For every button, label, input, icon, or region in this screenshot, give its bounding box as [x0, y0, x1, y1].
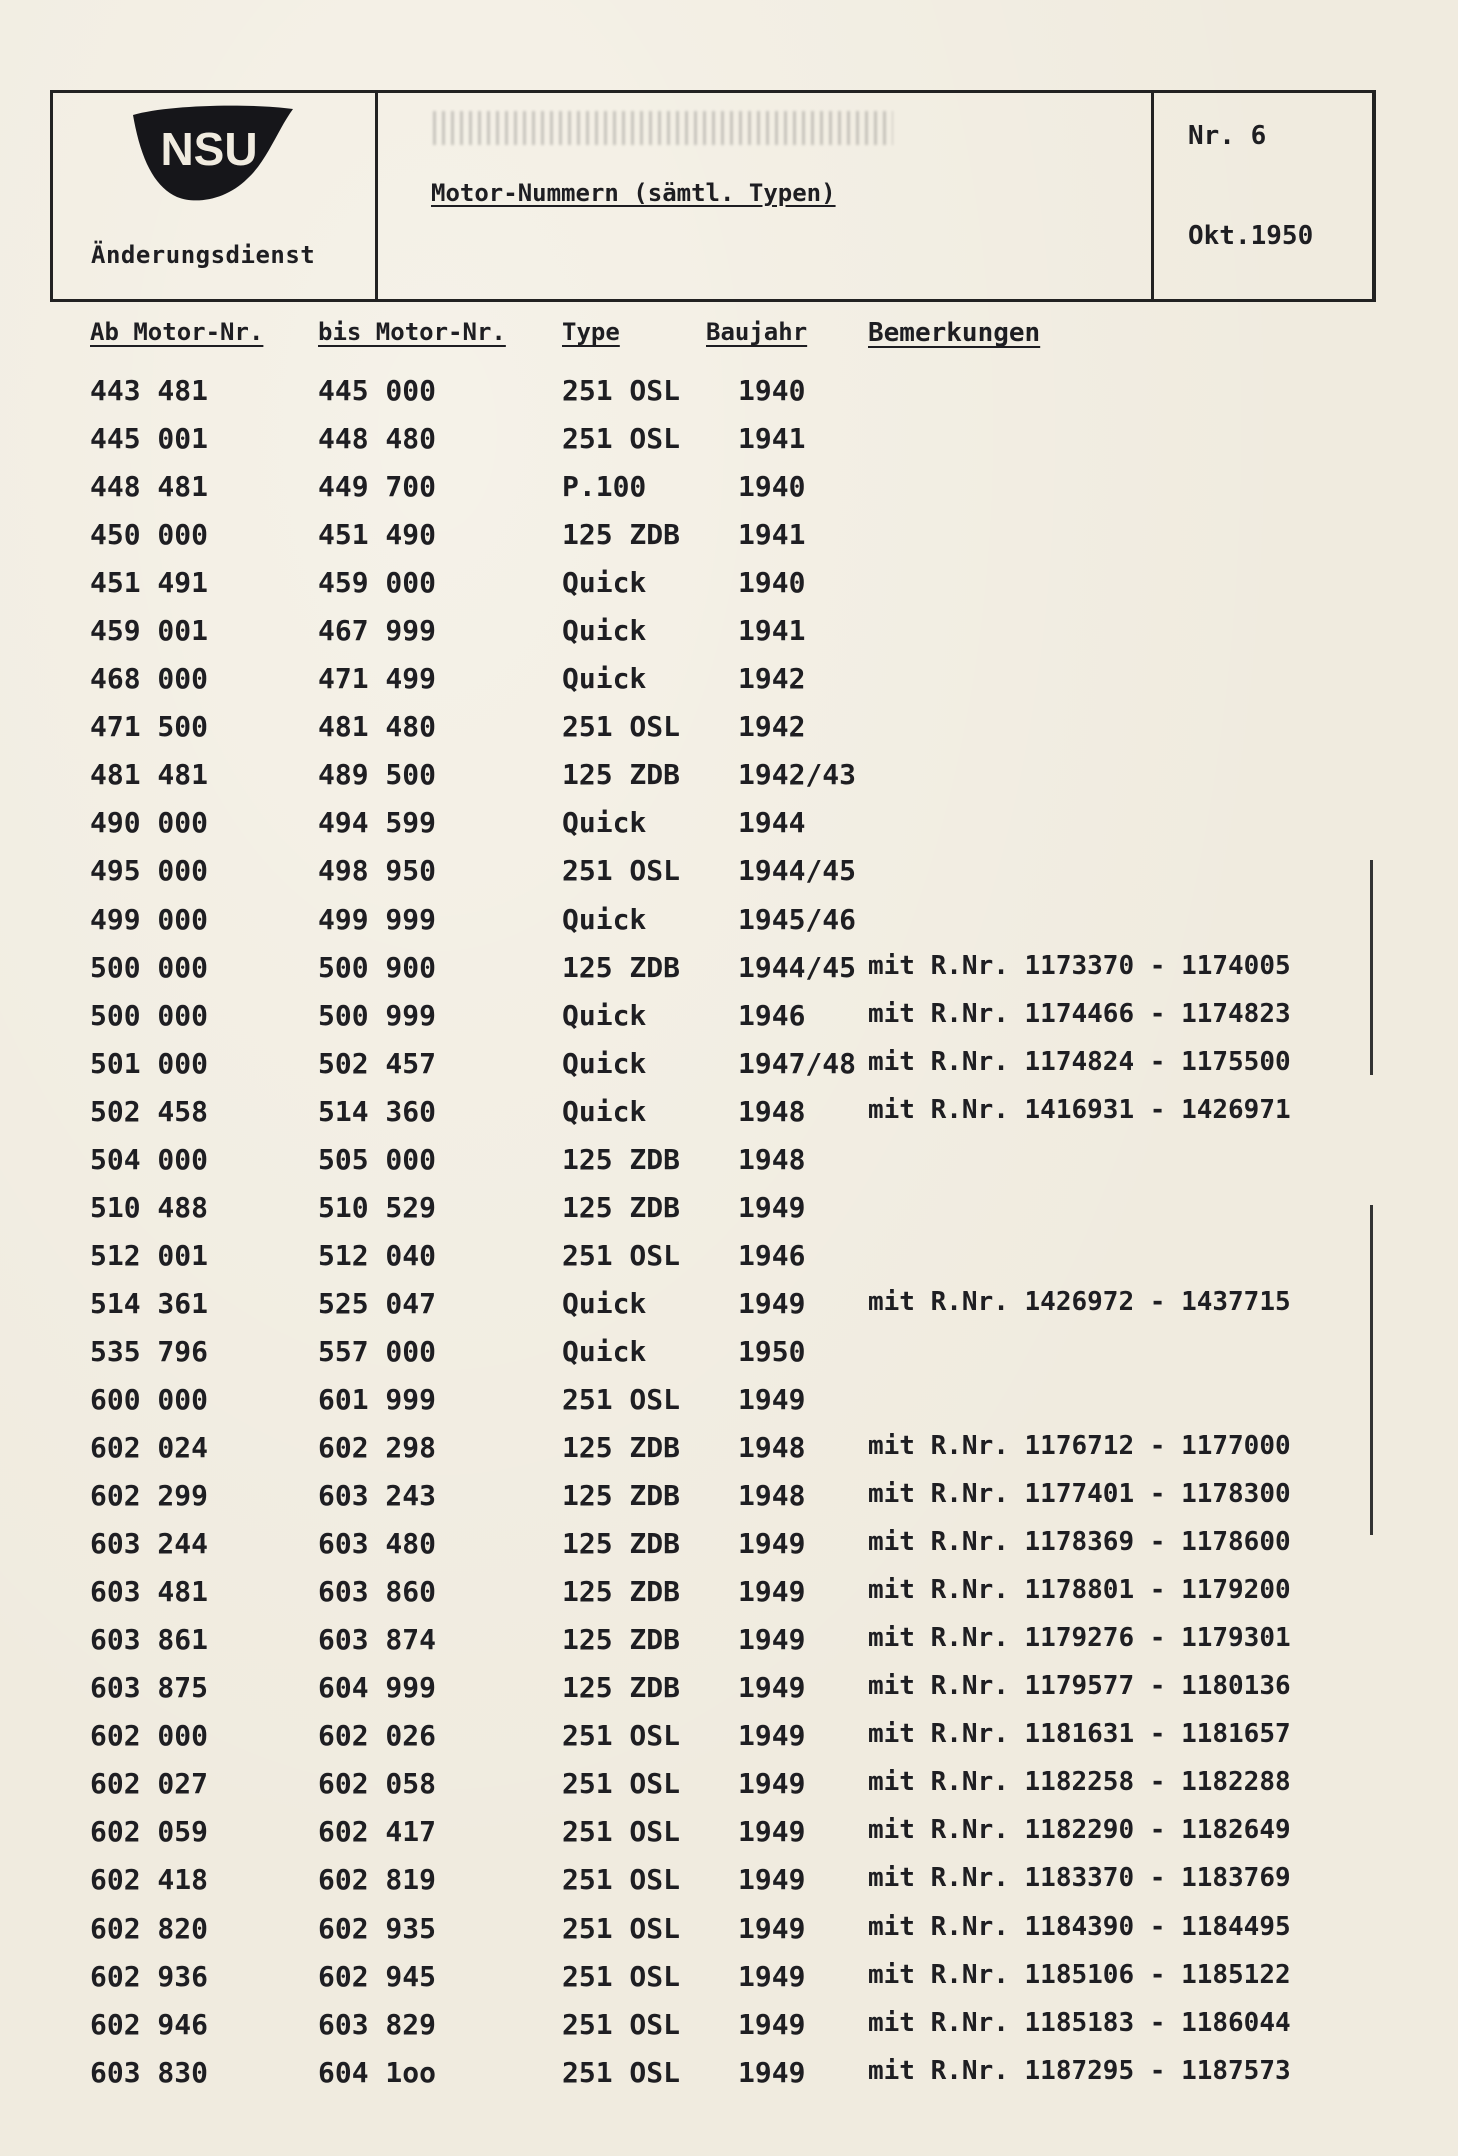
cell-remarks: mit R.Nr. 1173370 - 1174005 [868, 950, 1291, 981]
cell-build-year: 1941 [738, 422, 806, 456]
header-divider [375, 93, 378, 299]
cell-to-motor-number: 510 529 [318, 1190, 437, 1224]
cell-from-motor-number: 603 244 [90, 1527, 209, 1561]
cell-type: 125 ZDB [562, 518, 681, 552]
cell-remarks: mit R.Nr. 1416931 - 1426971 [868, 1094, 1291, 1125]
cell-from-motor-number: 459 001 [90, 614, 209, 648]
cell-build-year: 1944 [738, 806, 806, 840]
cell-build-year: 1949 [738, 1382, 806, 1416]
cell-from-motor-number: 495 000 [90, 854, 209, 888]
cell-build-year: 1945/46 [738, 902, 857, 936]
cell-build-year: 1949 [738, 2055, 806, 2089]
cell-type: 251 OSL [562, 1815, 681, 1849]
cell-from-motor-number: 602 418 [90, 1863, 209, 1897]
cell-to-motor-number: 603 829 [318, 2007, 437, 2041]
cell-build-year: 1948 [738, 1094, 806, 1128]
cell-type: Quick [562, 1334, 647, 1368]
cell-to-motor-number: 505 000 [318, 1142, 437, 1176]
cell-from-motor-number: 603 481 [90, 1575, 209, 1609]
column-header-type: Type [562, 318, 620, 346]
cell-build-year: 1940 [738, 374, 806, 407]
cell-to-motor-number: 451 490 [318, 518, 437, 552]
column-header-year: Baujahr [706, 318, 808, 346]
cell-from-motor-number: 445 001 [90, 422, 209, 456]
cell-build-year: 1940 [738, 470, 806, 504]
cell-build-year: 1947/48 [738, 1046, 857, 1080]
nsu-logo [127, 101, 297, 209]
cell-from-motor-number: 514 361 [90, 1286, 209, 1320]
cell-from-motor-number: 510 488 [90, 1190, 209, 1224]
cell-remarks: mit R.Nr. 1182258 - 1182288 [868, 1767, 1291, 1798]
cell-from-motor-number: 448 481 [90, 470, 209, 504]
cell-from-motor-number: 535 796 [90, 1334, 209, 1368]
cell-from-motor-number: 602 059 [90, 1815, 209, 1849]
cell-build-year: 1944/45 [738, 950, 857, 984]
cell-build-year: 1941 [738, 614, 806, 648]
cell-from-motor-number: 512 001 [90, 1238, 209, 1272]
cell-to-motor-number: 602 935 [318, 1911, 437, 1945]
cell-type: Quick [562, 662, 647, 696]
cell-build-year: 1941 [738, 518, 806, 552]
cell-type: Quick [562, 1286, 647, 1320]
cell-build-year: 1949 [738, 2007, 806, 2041]
cell-type: 125 ZDB [562, 1575, 681, 1609]
cell-build-year: 1949 [738, 1815, 806, 1849]
cell-build-year: 1949 [738, 1863, 806, 1897]
cell-type: 125 ZDB [562, 758, 681, 792]
cell-to-motor-number: 602 058 [318, 1767, 437, 1801]
document-date: Okt.1950 [1188, 221, 1314, 251]
cell-to-motor-number: 498 950 [318, 854, 437, 888]
header-divider [1151, 93, 1154, 299]
cell-from-motor-number: 603 861 [90, 1623, 209, 1657]
cell-to-motor-number: 471 499 [318, 662, 437, 696]
cell-type: 251 OSL [562, 1959, 681, 1993]
cell-to-motor-number: 557 000 [318, 1334, 437, 1368]
cell-type: 251 OSL [562, 710, 681, 744]
cell-build-year: 1949 [738, 1190, 806, 1224]
cell-type: Quick [562, 806, 647, 840]
cell-type: 251 OSL [562, 1863, 681, 1897]
column-header-from: Ab Motor-Nr. [90, 318, 264, 346]
cell-type: Quick [562, 614, 647, 648]
cell-to-motor-number: 603 874 [318, 1623, 437, 1657]
cell-build-year: 1949 [738, 1286, 806, 1320]
cell-from-motor-number: 500 000 [90, 998, 209, 1032]
cell-from-motor-number: 602 000 [90, 1719, 209, 1753]
cell-remarks: mit R.Nr. 1426972 - 1437715 [868, 1286, 1291, 1317]
cell-remarks: mit R.Nr. 1179577 - 1180136 [868, 1671, 1291, 1702]
margin-mark [1370, 860, 1373, 1075]
cell-to-motor-number: 601 999 [318, 1382, 437, 1416]
cell-to-motor-number: 448 480 [318, 422, 437, 456]
cell-type: 125 ZDB [562, 1190, 681, 1224]
cell-to-motor-number: 502 457 [318, 1046, 437, 1080]
column-header-remarks: Bemerkungen [868, 318, 1041, 348]
cell-type: 125 ZDB [562, 1671, 681, 1705]
cell-type: 251 OSL [562, 2055, 681, 2089]
cell-remarks: mit R.Nr. 1182290 - 1182649 [868, 1815, 1291, 1846]
header-box [50, 90, 1376, 302]
cell-to-motor-number: 500 999 [318, 998, 437, 1032]
cell-from-motor-number: 602 820 [90, 1911, 209, 1945]
cell-build-year: 1948 [738, 1431, 806, 1465]
logo-text: NSU [160, 123, 258, 175]
cell-build-year: 1949 [738, 1959, 806, 1993]
cell-from-motor-number: 504 000 [90, 1142, 209, 1176]
cell-remarks: mit R.Nr. 1181631 - 1181657 [868, 1719, 1291, 1750]
cell-to-motor-number: 514 360 [318, 1094, 437, 1128]
cell-remarks: mit R.Nr. 1174824 - 1175500 [868, 1046, 1291, 1077]
cell-from-motor-number: 471 500 [90, 710, 209, 744]
cell-type: Quick [562, 998, 647, 1032]
cell-build-year: 1949 [738, 1575, 806, 1609]
cell-to-motor-number: 525 047 [318, 1286, 437, 1320]
cell-type: 125 ZDB [562, 1431, 681, 1465]
cell-from-motor-number: 603 830 [90, 2055, 209, 2089]
cell-to-motor-number: 481 480 [318, 710, 437, 744]
cell-type: Quick [562, 1046, 647, 1080]
cell-type: 125 ZDB [562, 1527, 681, 1561]
cell-remarks: mit R.Nr. 1174466 - 1174823 [868, 998, 1291, 1029]
cell-to-motor-number: 494 599 [318, 806, 437, 840]
cell-remarks: mit R.Nr. 1185183 - 1186044 [868, 2007, 1291, 2038]
cell-build-year: 1946 [738, 1238, 806, 1272]
cell-type: 125 ZDB [562, 1623, 681, 1657]
cell-from-motor-number: 451 491 [90, 566, 209, 600]
cell-type: 251 OSL [562, 1719, 681, 1753]
cell-to-motor-number: 512 040 [318, 1238, 437, 1272]
cell-build-year: 1949 [738, 1671, 806, 1705]
cell-to-motor-number: 602 945 [318, 1959, 437, 1993]
department-label: Änderungsdienst [91, 241, 316, 269]
cell-remarks: mit R.Nr. 1176712 - 1177000 [868, 1431, 1291, 1462]
column-header-to: bis Motor-Nr. [318, 318, 506, 346]
cell-build-year: 1949 [738, 1767, 806, 1801]
cell-to-motor-number: 604 999 [318, 1671, 437, 1705]
cell-build-year: 1942 [738, 710, 806, 744]
cell-to-motor-number: 459 000 [318, 566, 437, 600]
cell-from-motor-number: 602 936 [90, 1959, 209, 1993]
cell-from-motor-number: 468 000 [90, 662, 209, 696]
cell-build-year: 1946 [738, 998, 806, 1032]
document-title: Motor-Nummern (sämtl. Typen) [431, 179, 836, 207]
cell-from-motor-number: 501 000 [90, 1046, 209, 1080]
document-number: Nr. 6 [1188, 121, 1267, 151]
cell-from-motor-number: 602 027 [90, 1767, 209, 1801]
cell-build-year: 1944/45 [738, 854, 857, 888]
cell-build-year: 1948 [738, 1479, 806, 1513]
cell-build-year: 1940 [738, 566, 806, 600]
cell-from-motor-number: 490 000 [90, 806, 209, 840]
cell-type: 251 OSL [562, 1382, 681, 1416]
cell-to-motor-number: 602 026 [318, 1719, 437, 1753]
cell-to-motor-number: 500 900 [318, 950, 437, 984]
cell-remarks: mit R.Nr. 1185106 - 1185122 [868, 1959, 1291, 1990]
cell-type: 251 OSL [562, 854, 681, 888]
cell-type: Quick [562, 566, 647, 600]
cell-type: 125 ZDB [562, 1142, 681, 1176]
cell-remarks: mit R.Nr. 1184390 - 1184495 [868, 1911, 1291, 1942]
cell-build-year: 1949 [738, 1623, 806, 1657]
cell-type: 251 OSL [562, 2007, 681, 2041]
cell-to-motor-number: 604 1oo [318, 2055, 437, 2089]
smudge-mark [433, 111, 893, 145]
cell-type: 251 OSL [562, 1238, 681, 1272]
cell-from-motor-number: 481 481 [90, 758, 209, 792]
cell-type: 251 OSL [562, 1911, 681, 1945]
cell-type: Quick [562, 1094, 647, 1128]
cell-remarks: mit R.Nr. 1178369 - 1178600 [868, 1527, 1291, 1558]
cell-build-year: 1949 [738, 1719, 806, 1753]
cell-remarks: mit R.Nr. 1177401 - 1178300 [868, 1479, 1291, 1510]
cell-build-year: 1949 [738, 1911, 806, 1945]
cell-from-motor-number: 602 299 [90, 1479, 209, 1513]
cell-type: P.100 [562, 470, 647, 504]
cell-from-motor-number: 602 946 [90, 2007, 209, 2041]
cell-to-motor-number: 499 999 [318, 902, 437, 936]
cell-to-motor-number: 603 860 [318, 1575, 437, 1609]
cell-remarks: mit R.Nr. 1183370 - 1183769 [868, 1863, 1291, 1894]
cell-build-year: 1942/43 [738, 758, 857, 792]
cell-to-motor-number: 602 298 [318, 1431, 437, 1465]
cell-to-motor-number: 489 500 [318, 758, 437, 792]
cell-remarks: mit R.Nr. 1187295 - 1187573 [868, 2055, 1291, 2086]
cell-to-motor-number: 602 417 [318, 1815, 437, 1849]
cell-from-motor-number: 500 000 [90, 950, 209, 984]
cell-type: 125 ZDB [562, 1479, 681, 1513]
cell-remarks: mit R.Nr. 1178801 - 1179200 [868, 1575, 1291, 1606]
cell-type: 251 OSL [562, 374, 681, 407]
cell-to-motor-number: 602 819 [318, 1863, 437, 1897]
cell-to-motor-number: 449 700 [318, 470, 437, 504]
cell-type: Quick [562, 902, 647, 936]
cell-from-motor-number: 443 481 [90, 374, 209, 407]
cell-build-year: 1942 [738, 662, 806, 696]
cell-from-motor-number: 502 458 [90, 1094, 209, 1128]
cell-to-motor-number: 445 000 [318, 374, 437, 407]
margin-mark [1370, 1205, 1373, 1535]
cell-build-year: 1948 [738, 1142, 806, 1176]
cell-to-motor-number: 467 999 [318, 614, 437, 648]
cell-to-motor-number: 603 480 [318, 1527, 437, 1561]
cell-type: 251 OSL [562, 422, 681, 456]
cell-from-motor-number: 450 000 [90, 518, 209, 552]
cell-to-motor-number: 603 243 [318, 1479, 437, 1513]
cell-from-motor-number: 499 000 [90, 902, 209, 936]
cell-from-motor-number: 602 024 [90, 1431, 209, 1465]
cell-remarks: mit R.Nr. 1179276 - 1179301 [868, 1623, 1291, 1654]
cell-from-motor-number: 600 000 [90, 1382, 209, 1416]
cell-type: 125 ZDB [562, 950, 681, 984]
cell-build-year: 1950 [738, 1334, 806, 1368]
cell-build-year: 1949 [738, 1527, 806, 1561]
cell-from-motor-number: 603 875 [90, 1671, 209, 1705]
cell-type: 251 OSL [562, 1767, 681, 1801]
